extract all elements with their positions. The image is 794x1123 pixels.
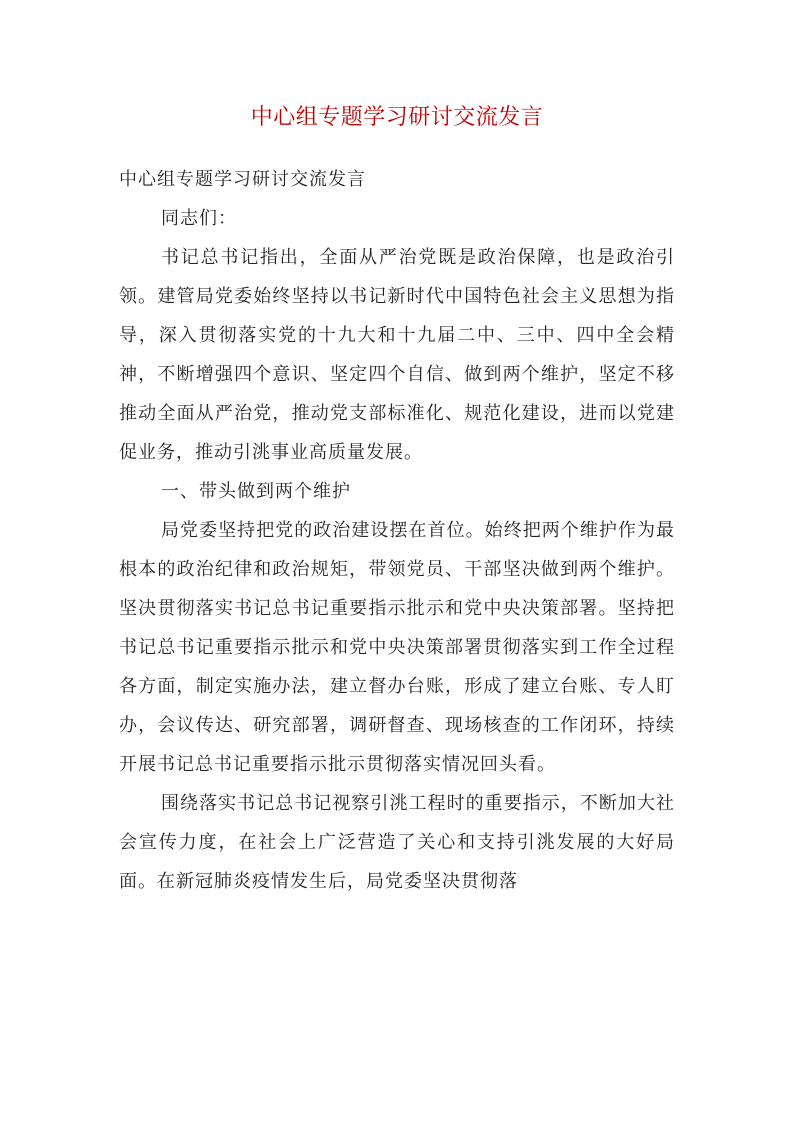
document-title: 中心组专题学习研讨交流发言 [250, 105, 544, 130]
paragraph-salutation: 同志们： [161, 208, 237, 229]
paragraph-section-1-a: 局党委坚持把党的政治建设摆在首位。始终把两个维护作为最根本的政治纪律和政治规矩，带领党员、干部坚决做到两个维护。坚决贯彻落实书记总书记重要指示批示和党中央决策部署。坚持把书记总书记重要指示批示和党中央决策部署贯彻落实到工作全过程各方面，制定实施办法，建立督办台账，形成了建立台账、专人盯办，会议传达、研究部署，调研督查、现场核查的工作闭环，持续开展书记总书记重要指示批示贯彻落实情况回头看。 [119, 520, 675, 775]
paragraph-subtitle: 中心组专题学习研讨交流发言 [119, 169, 366, 190]
document-body [119, 160, 675, 901]
section-heading-1: 一、带头做到两个维护 [161, 481, 351, 502]
paragraph-section-1-b: 围绕落实书记总书记视察引洮工程时的重要指示，不断加大社会宣传力度，在社会上广泛营造了关心和支持引洮发展的大好局面。在新冠肺炎疫情发生后，局党委坚决贯彻落 [119, 793, 675, 892]
paragraph-intro: 书记总书记指出，全面从严治党既是政治保障，也是政治引领。建管局党委始终坚持以书记新时代中国特色社会主义思想为指导，深入贯彻落实党的十九大和十九届二中、三中、四中全会精神，不断增强四个意识、坚定四个自信、做到两个维护，坚定不移推动全面从严治党，推动党支部标准化、规范化建设，进而以党建促业务，推动引洮事业高质量发展。 [119, 247, 675, 463]
